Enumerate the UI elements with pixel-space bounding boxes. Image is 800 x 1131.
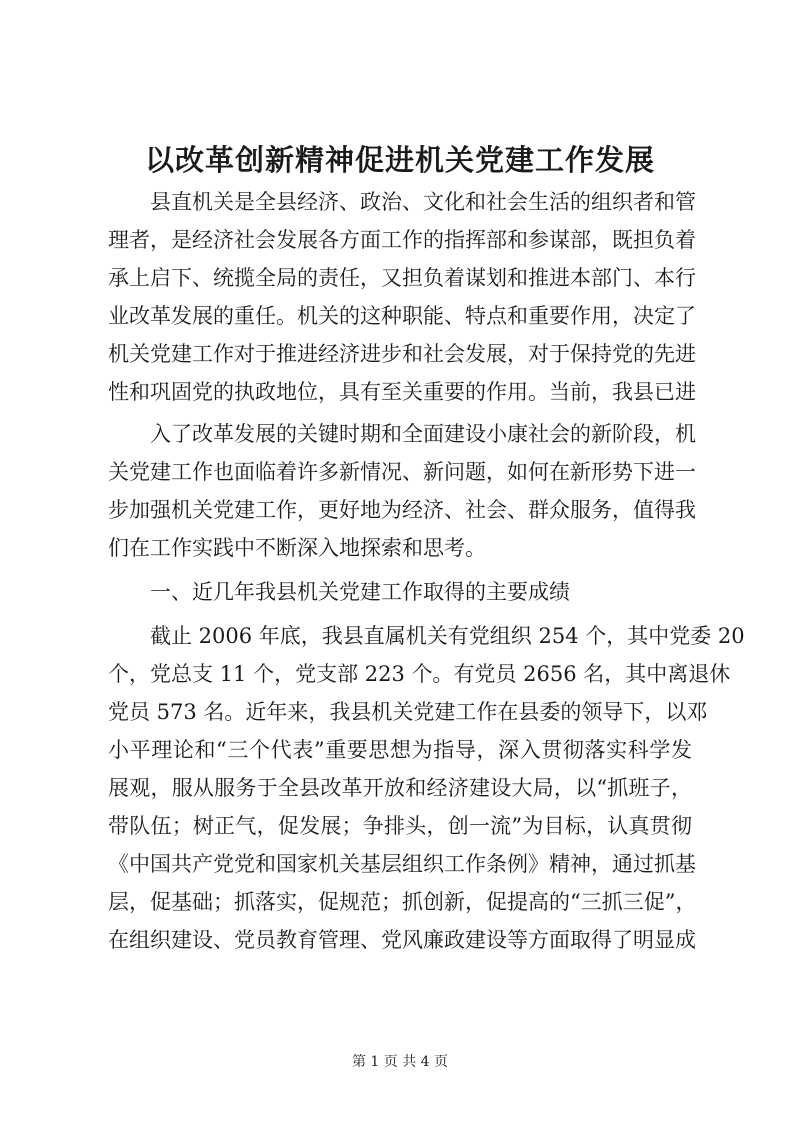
- paragraph-2-line-4: 们在工作实践中不断深入地探索和思考。: [108, 536, 486, 560]
- paragraph-3-line-8: 层，促基础；抓落实，促规范；抓创新，促提高的“三抓三促”，: [108, 890, 697, 914]
- paragraph-3-line-3: 党员 573 名。近年来，我县机关党建工作在县委的领导下，以邓: [108, 700, 708, 724]
- paragraph-1-line-2: 理者，是经济社会发展各方面工作的指挥部和参谋部，既担负着: [108, 228, 696, 252]
- paragraph-1-line-5: 机关党建工作对于推进经济进步和社会发展，对于保持党的先进: [108, 342, 696, 366]
- paragraph-2-line-1: 入了改革发展的关键时期和全面建设小康社会的新阶段，机: [150, 422, 696, 446]
- paragraph-3-line-2: 个，党总支 11 个，党支部 223 个。有党员 2656 名，其中离退休: [108, 662, 731, 686]
- paragraph-3-line-1: 截止 2006 年底，我县直属机关有党组织 254 个，其中党委 20: [150, 624, 745, 648]
- paragraph-2-line-2: 关党建工作也面临着许多新情况、新问题，如何在新形势下进一: [108, 460, 696, 484]
- paragraph-1-line-4: 业改革发展的重任。机关的这种职能、特点和重要作用，决定了: [108, 304, 696, 328]
- paragraph-3-line-7: 《中国共产党党和国家机关基层组织工作条例》精神，通过抓基: [108, 852, 696, 876]
- paragraph-1-line-1: 县直机关是全县经济、政治、文化和社会生活的组织者和管: [150, 190, 696, 214]
- document-body: [108, 183, 745, 959]
- paragraph-3-line-6: 带队伍；树正气，促发展；争排头，创一流”为目标，认真贯彻: [108, 814, 692, 838]
- paragraph-3-line-9: 在组织建设、党员教育管理、党风廉政建设等方面取得了明显成: [108, 928, 696, 952]
- paragraph-3-line-5: 展观，服从服务于全县改革开放和经济建设大局，以“抓班子，: [108, 776, 692, 800]
- paragraph-2-line-3: 步加强机关党建工作，更好地为经济、社会、群众服务，值得我: [108, 498, 696, 522]
- paragraph-3-line-4: 小平理论和“三个代表”重要思想为指导，深入贯彻落实科学发: [108, 738, 692, 762]
- paragraph-1-line-6: 性和巩固党的执政地位，具有至关重要的作用。当前，我县已进: [108, 380, 696, 404]
- paragraph-1-line-3: 承上启下、统揽全局的责任，又担负着谋划和推进本部门、本行: [108, 266, 696, 290]
- section-heading-1: 一、近几年我县机关党建工作取得的主要成绩: [150, 580, 570, 604]
- document-title: 以改革创新精神促进机关党建工作发展: [144, 143, 655, 177]
- page-footer: 第 1 页 共 4 页: [351, 1054, 449, 1070]
